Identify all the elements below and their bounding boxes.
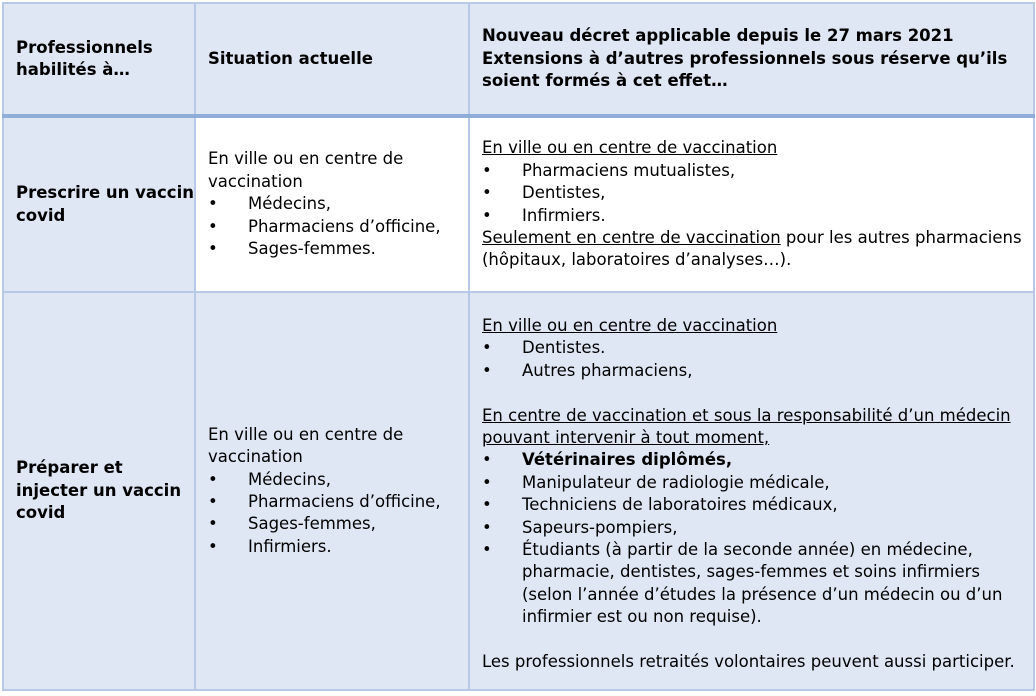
row2-current-cell	[195, 292, 469, 690]
header-new-decree	[469, 3, 1034, 116]
row1-new-note-underlined: Seulement en centre de vaccination	[482, 227, 781, 247]
list-item	[482, 360, 1033, 382]
row1-new-list	[482, 160, 1033, 227]
header-current-text: Situation actuelle	[208, 48, 373, 68]
list-item	[482, 160, 1033, 182]
table-row-prepare-inject	[3, 292, 1034, 690]
list-item	[482, 449, 1033, 471]
row-label-prepare-inject-text: Préparer et injecter un vaccin covid	[16, 458, 182, 523]
list-item-text: Médecins,	[248, 194, 331, 214]
list-item-text: Médecins,	[248, 469, 331, 489]
list-item	[482, 472, 1033, 494]
header-row	[3, 3, 1034, 116]
bullet-icon: •	[208, 239, 218, 259]
list-item-text: Autres pharmaciens,	[522, 360, 693, 380]
header-new-decree-subtitle: Extensions à d’autres professionnels sous réserve qu’ils soient formés à cet effet…	[482, 48, 1008, 91]
list-item-text: Pharmaciens d’officine,	[248, 216, 441, 236]
row1-new-cell	[469, 116, 1034, 292]
list-item	[482, 182, 1033, 204]
row2-new-list-2	[482, 449, 1033, 628]
list-item	[208, 469, 468, 491]
bullet-icon: •	[482, 183, 492, 203]
list-item	[482, 539, 1033, 629]
bullet-icon: •	[482, 517, 492, 537]
row-label-prescribe	[3, 116, 195, 292]
list-item	[208, 536, 468, 558]
list-item-text: Étudiants (à partir de la seconde année) en médecine, pharmacie, dentistes, sages-femmes et soins infirmiers (selon l’année d’études la présence d’un médecin ou d’un infirmier est ou non requise).	[522, 540, 1003, 627]
list-item-text: Sages-femmes.	[248, 239, 376, 259]
row1-new-note-rest: pour les autres pharmaciens (hôpitaux, laboratoires d’analyses…).	[482, 227, 1022, 270]
row1-current-intro: En ville ou en centre de vaccination	[208, 149, 404, 191]
row2-new-footer: Les professionnels retraités volontaires peuvent aussi participer.	[482, 652, 1015, 672]
row2-current-intro: En ville ou en centre de vaccination	[208, 424, 404, 467]
list-item	[208, 238, 468, 260]
bullet-icon: •	[208, 469, 218, 489]
bullet-icon: •	[208, 514, 218, 534]
row-label-prepare-inject	[3, 292, 195, 690]
list-item	[208, 513, 468, 535]
bullet-icon: •	[482, 338, 492, 358]
bullet-icon: •	[482, 360, 492, 380]
bullet-icon: •	[208, 194, 218, 214]
header-new-decree-title: Nouveau décret applicable depuis le 27 mars 2021	[482, 26, 954, 46]
row1-current-list	[208, 193, 468, 260]
row2-current-list	[208, 469, 468, 559]
list-item-text: Sages-femmes,	[248, 514, 376, 534]
list-item-text: Infirmiers.	[248, 536, 332, 556]
bullet-icon: •	[482, 495, 492, 515]
bullet-icon: •	[482, 450, 492, 470]
row2-new-content	[482, 293, 1033, 673]
list-item	[482, 337, 1033, 359]
bullet-icon: •	[482, 205, 492, 225]
header-professionals	[3, 3, 195, 116]
list-item-text: Sapeurs-pompiers,	[522, 517, 678, 537]
list-item-text: Vétérinaires diplômés,	[522, 450, 733, 470]
list-item	[208, 491, 468, 513]
list-item	[482, 494, 1033, 516]
row1-new-heading: En ville ou en centre de vaccination	[482, 138, 778, 158]
list-item-text: Pharmaciens mutualistes,	[522, 160, 736, 180]
table-row-prescribe	[3, 116, 1034, 292]
row2-new-heading-2: En centre de vaccination et sous la responsabilité d’un médecin pouvant intervenir à tout moment,	[482, 405, 1011, 448]
header-current-situation	[195, 3, 469, 116]
list-item	[208, 193, 468, 215]
list-item-text: Pharmaciens d’officine,	[248, 492, 441, 511]
list-item-text: Manipulateur de radiologie médicale,	[522, 472, 830, 492]
bullet-icon: •	[208, 536, 218, 556]
list-item-text: Dentistes.	[522, 338, 606, 358]
row2-new-cell	[469, 292, 1034, 690]
list-item-text: Techniciens de laboratoires médicaux,	[522, 495, 838, 515]
list-item	[482, 517, 1033, 539]
comparison-table	[2, 2, 1035, 691]
bullet-icon: •	[208, 216, 218, 236]
header-professionals-text: Professionnels habilités à…	[16, 37, 153, 79]
spacer	[482, 382, 1033, 404]
list-item	[208, 216, 468, 238]
row2-new-list-1	[482, 337, 1033, 382]
bullet-icon: •	[208, 492, 218, 511]
bullet-icon: •	[482, 540, 492, 560]
bullet-icon: •	[482, 160, 492, 180]
bullet-icon: •	[482, 472, 492, 492]
spacer	[482, 629, 1033, 651]
row1-new-note	[482, 227, 1033, 272]
list-item-text: Infirmiers.	[522, 205, 606, 225]
row-label-prescribe-text: Prescrire un vaccin covid	[16, 183, 194, 225]
row2-new-heading-1: En ville ou en centre de vaccination	[482, 316, 778, 335]
row1-current-cell	[195, 116, 469, 292]
list-item	[482, 205, 1033, 227]
list-item-text: Dentistes,	[522, 183, 606, 203]
